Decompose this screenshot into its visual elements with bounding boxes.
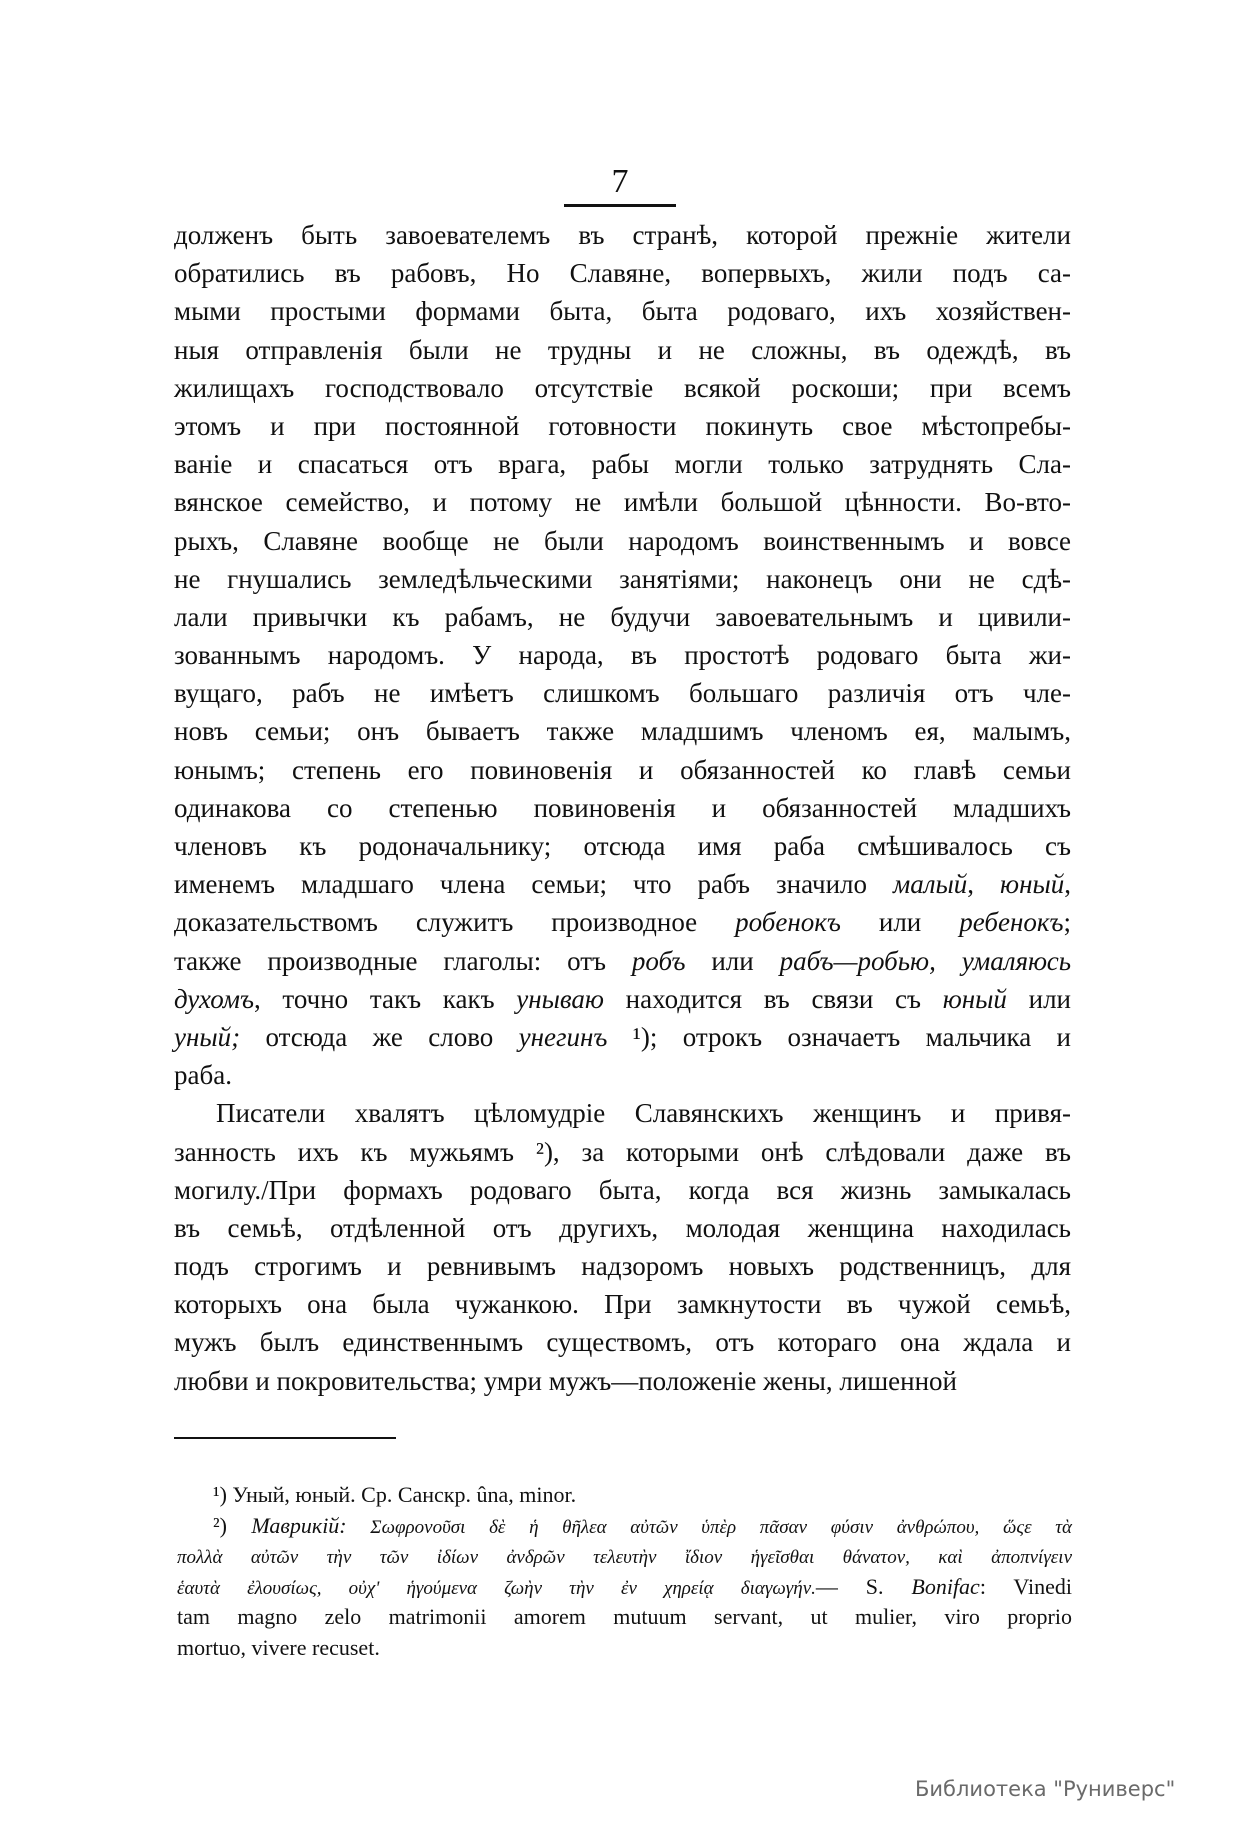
footnote-divider [174, 1437, 396, 1439]
text-segment: — S. [815, 1573, 912, 1599]
text-line [174, 865, 1071, 903]
page-number-rule [564, 204, 676, 207]
footnote-line [177, 1572, 1072, 1603]
text-segment: , точно такъ какъ [253, 983, 517, 1014]
text-line [174, 216, 1071, 254]
italic-text: юный [1000, 869, 1065, 900]
text-segment: ; [1063, 907, 1072, 938]
greek-text: Σωφρονοῦσι δὲ ἡ θῆλεα αὐτῶν ὑπὲρ πᾶσαν φύσιν ἀνθρώπου, ὥςε τὰ [346, 1516, 1073, 1538]
text-segment: любви и покровительства; умри мужъ—положеніе жены, лишенной [174, 1365, 957, 1396]
text-segment: mortuo, vivere recuset. [177, 1634, 380, 1660]
footnote-line [177, 1602, 1072, 1633]
text-segment: вянское семейство, и потому не имѣли большой цѣнности. Во-вто- [174, 487, 1071, 518]
text-segment: одинакова со степенью повиновенія и обязанностей младшихъ [174, 792, 1071, 823]
text-line [174, 254, 1071, 292]
italic-text: Bonifac [911, 1573, 980, 1599]
text-segment: именемъ младшаго члена семьи; что рабъ значило [174, 869, 893, 900]
text-line [174, 789, 1071, 827]
text-segment: : Vinedi [979, 1573, 1072, 1599]
text-segment: новъ семьи; онъ бываетъ также младшимъ членомъ ея, малымъ, [174, 716, 1071, 747]
text-segment: рыхъ, Славяне вообще не были народомъ воинственнымъ и вовсе [174, 525, 1071, 556]
italic-text: Маврикій: [251, 1512, 347, 1538]
text-line [174, 445, 1071, 483]
text-line [174, 1056, 1071, 1094]
text-line [174, 560, 1071, 598]
text-segment: ныя отправленія были не трудны и не сложны, въ одеждѣ, въ [174, 334, 1071, 365]
footnote-line [177, 1633, 1072, 1664]
text-line [174, 1094, 1071, 1132]
text-line [174, 1247, 1071, 1285]
text-line [174, 1323, 1071, 1361]
text-line [174, 980, 1071, 1018]
text-line [174, 598, 1071, 636]
text-segment: зованнымъ народомъ. У народа, въ простотѣ родоваго быта жи- [174, 640, 1071, 671]
text-segment: ¹) Уный, юный. Ср. Санскр. ûna, minor. [213, 1482, 577, 1507]
text-segment: доказательствомъ служитъ производное [174, 907, 736, 938]
text-line [174, 636, 1071, 674]
body-text [174, 216, 1071, 1400]
text-line [174, 522, 1071, 560]
text-segment: tam magno zelo matrimonii amorem mutuum servant, ut mulier, viro proprio [177, 1604, 1072, 1629]
greek-text: πολλὰ αὐτῶν τὴν τῶν ἰδίων ἀνδρῶν τελευτὴν ἴδιον ἡγεῖσθαι θάνατον, καὶ ἀποπνίγειν [177, 1547, 1072, 1568]
text-segment: или [1006, 983, 1071, 1014]
text-line [174, 331, 1071, 369]
text-segment: Писатели хвалятъ цѣломудріе Славянскихъ женщинъ и привя- [216, 1098, 1071, 1129]
text-line [174, 407, 1071, 445]
text-line [174, 942, 1071, 980]
text-segment: которыхъ она была чужанкою. При замкнутости въ чужой семьѣ, [174, 1289, 1071, 1320]
text-segment: , [967, 869, 1001, 900]
text-segment: ¹); отрокъ означаетъ мальчика и [607, 1021, 1071, 1052]
italic-text: унегинъ [518, 1021, 608, 1052]
text-segment: раба. [174, 1060, 232, 1091]
italic-text: унываю [516, 983, 604, 1014]
italic-text: малый [893, 869, 968, 900]
text-segment: лали привычки къ рабамъ, не будучи завоевательнымъ и цивили- [174, 601, 1071, 632]
text-segment: мыми простыми формами быта, быта родоваго, ихъ хозяйствен- [174, 296, 1071, 327]
italic-text: рабъ—робью, умаляюсь [779, 945, 1072, 976]
footnote-line [177, 1541, 1072, 1572]
italic-text: уный; [174, 1021, 241, 1052]
text-segment: находится въ связи съ [603, 983, 943, 1014]
italic-text: робъ [631, 945, 686, 976]
text-line [174, 903, 1071, 941]
text-segment: ваніе и спасаться отъ врага, рабы могли только затруднять Сла- [174, 449, 1071, 480]
text-segment: или [685, 945, 780, 976]
italic-text: духомъ [174, 983, 254, 1014]
text-segment: также производные глаголы: отъ [174, 945, 632, 976]
text-segment: мужъ былъ единственнымъ существомъ, отъ котораго она ждала и [174, 1327, 1071, 1358]
text-line [174, 483, 1071, 521]
text-line [174, 1209, 1071, 1247]
footnote-line [177, 1480, 1072, 1511]
text-line [174, 674, 1071, 712]
text-line [174, 827, 1071, 865]
text-segment: или [840, 907, 960, 938]
italic-text: робенокъ [735, 907, 841, 938]
text-segment: этомъ и при постоянной готовности покинуть свое мѣстопребы- [174, 410, 1071, 441]
text-line [174, 292, 1071, 330]
text-segment: не гнушались земледѣльческими занятіями; наконецъ они не сдѣ- [174, 563, 1071, 594]
text-line [174, 751, 1071, 789]
text-line [174, 369, 1071, 407]
footnote-line [177, 1511, 1072, 1542]
footnotes [177, 1480, 1072, 1663]
text-segment: занность ихъ къ мужьямъ ²), за которыми онѣ слѣдовали даже въ [174, 1136, 1071, 1167]
text-segment: отсюда же слово [240, 1021, 519, 1052]
page-number: 7 [611, 163, 629, 200]
italic-text: юный [942, 983, 1007, 1014]
text-segment: въ семьѣ, отдѣленной отъ другихъ, молодая женщина находилась [174, 1212, 1071, 1243]
text-segment: долженъ быть завоевателемъ въ странѣ, которой прежніе жители [174, 220, 1071, 250]
text-line [174, 1133, 1071, 1171]
text-segment: юнымъ; степень его повиновенія и обязанностей ко главѣ семьи [174, 754, 1071, 785]
greek-text: ἑαυτὰ ἐλουσίως, οὐχ' ἡγούμενα ζωὴν τὴν ἐν χηρείᾳ διαγωγήν. [177, 1577, 816, 1599]
library-watermark: Библиотека "Руниверс" [915, 1777, 1176, 1801]
text-segment: вущаго, рабъ не имѣетъ слишкомъ большаго различія отъ чле- [174, 678, 1071, 709]
text-segment: обратились въ рабовъ, Но Славяне, вопервыхъ, жили подъ са- [174, 258, 1071, 289]
text-line [174, 1362, 1071, 1400]
text-segment: жилищахъ господствовало отсутствіе всякой роскоши; при всемъ [174, 372, 1071, 403]
text-line [174, 1285, 1071, 1323]
text-segment: могилу./При формахъ родоваго быта, когда вся жизнь замыкалась [174, 1174, 1071, 1205]
italic-text: ребенокъ [959, 907, 1064, 938]
text-line [174, 1018, 1071, 1056]
text-line [174, 1171, 1071, 1209]
text-segment: членовъ къ родоначальнику; отсюда имя раба смѣшивалось съ [174, 831, 1071, 861]
text-segment: подъ строгимъ и ревнивымъ надзоромъ новыхъ родственницъ, для [174, 1251, 1071, 1282]
text-segment: ²) [213, 1512, 252, 1538]
text-line [174, 712, 1071, 750]
text-segment: , [1064, 869, 1071, 900]
